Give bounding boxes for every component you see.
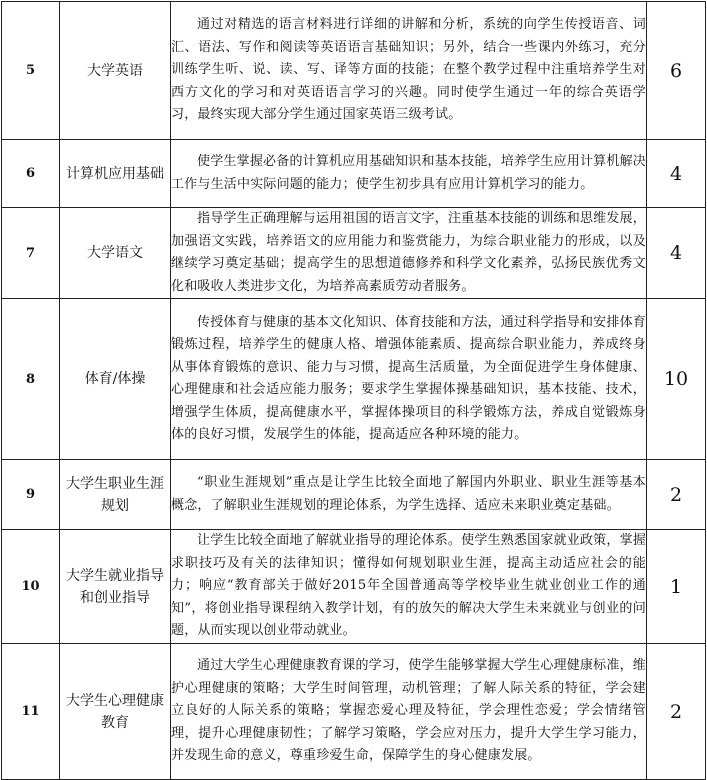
table-row [2,460,706,530]
course-number: 7 [2,208,60,299]
course-description: 使学生掌握必备的计算机应用基础知识和基本技能，培养学生应用计算机解决工作与生活中实际问题的能力；使学生初步具有应用计算机学习的能力。 [171,140,647,208]
table-row [2,644,706,780]
course-number: 6 [2,140,60,208]
course-table [1,1,706,780]
course-credit: 2 [647,460,706,530]
course-credit: 10 [647,299,706,460]
course-credit: 4 [647,140,706,208]
course-description: 指导学生正确理解与运用祖国的语言文字，注重基本技能的训练和思维发展，加强语文实践，培养语文的应用能力和鉴赏能力，为综合职业能力的形成，以及继续学习奠定基础；提高学生的思想道德修养和科学文化素养，弘扬民族优秀文化和吸收人类进步文化，为培养高素质劳动者服务。 [171,208,647,299]
course-description: 让学生比较全面地了解就业指导的理论体系。使学生熟悉国家就业政策，掌握求职技巧及有关的法律知识；懂得如何规划职业生涯，提高主动适应社会的能力；响应“教育部关于做好2015年全国普通高等学校毕业生就业创业工作的通知”，将创业指导课程纳入教学计划，有的放矢的解决大学生未来就业与创业的问题，从而实现以创业带动就业。 [171,530,647,644]
course-description: 通过对精选的语言材料进行详细的讲解和分析，系统的向学生传授语音、词汇、语法、写作和阅读等英语语言基础知识；另外，结合一些课内外练习，充分训练学生听、说、读、写、译等方面的技能；在整个教学过程中注重培养学生对西方文化的学习和对英语语言学习的兴趣。同时使学生通过一年的综合英语学习，最终实现大部分学生通过国家英语三级考试。 [171,2,647,140]
course-name: 计算机应用基础 [60,140,171,208]
table-row [2,2,706,140]
course-credit: 6 [647,2,706,140]
course-description: 通过大学生心理健康教育课的学习，使学生能够掌握大学生心理健康标准，维护心理健康的策略；大学生时间管理，动机管理；了解人际关系的特征，学会建立良好的人际关系的策略；掌握恋爱心理及特征，学会理性恋爱；学会情绪管理，提升心理健康韧性；了解学习策略，学会应对压力，提升大学生学习能力，并发现生命的意义，尊重珍爱生命，保障学生的身心健康发展。 [171,644,647,780]
course-name: 大学生心理健康教育 [60,644,171,780]
course-name: 大学语文 [60,208,171,299]
course-number: 11 [2,644,60,780]
course-description: 传授体育与健康的基本文化知识、体育技能和方法，通过科学指导和安排体育锻炼过程，培养学生的健康人格、增强体能素质、提高综合职业能力，养成终身从事体育锻炼的意识、能力与习惯，提高生活质量，为全面促进学生身体健康、心理健康和社会适应能力服务；要求学生掌握体操基础知识，基本技能、技术，增强学生体质，提高健康水平，掌握体操项目的科学锻炼方法，养成自觉锻炼身体的良好习惯，发展学生的体能，提高适应各种环境的能力。 [171,299,647,460]
table-row [2,530,706,644]
table-row [2,140,706,208]
course-number: 9 [2,460,60,530]
course-number: 10 [2,530,60,644]
course-number: 8 [2,299,60,460]
course-name: 大学生就业指导和创业指导 [60,530,171,644]
table-row [2,299,706,460]
course-credit: 4 [647,208,706,299]
course-number: 5 [2,2,60,140]
course-name: 大学英语 [60,2,171,140]
course-credit: 2 [647,644,706,780]
course-description: “职业生涯规划”重点是让学生比较全面地了解国内外职业、职业生涯等基本概念，了解职业生涯规划的理论体系，为学生选择、适应未来职业奠定基础。 [171,460,647,530]
table-row [2,208,706,299]
course-name: 体育/体操 [60,299,171,460]
course-name: 大学生职业生涯规划 [60,460,171,530]
course-credit: 1 [647,530,706,644]
